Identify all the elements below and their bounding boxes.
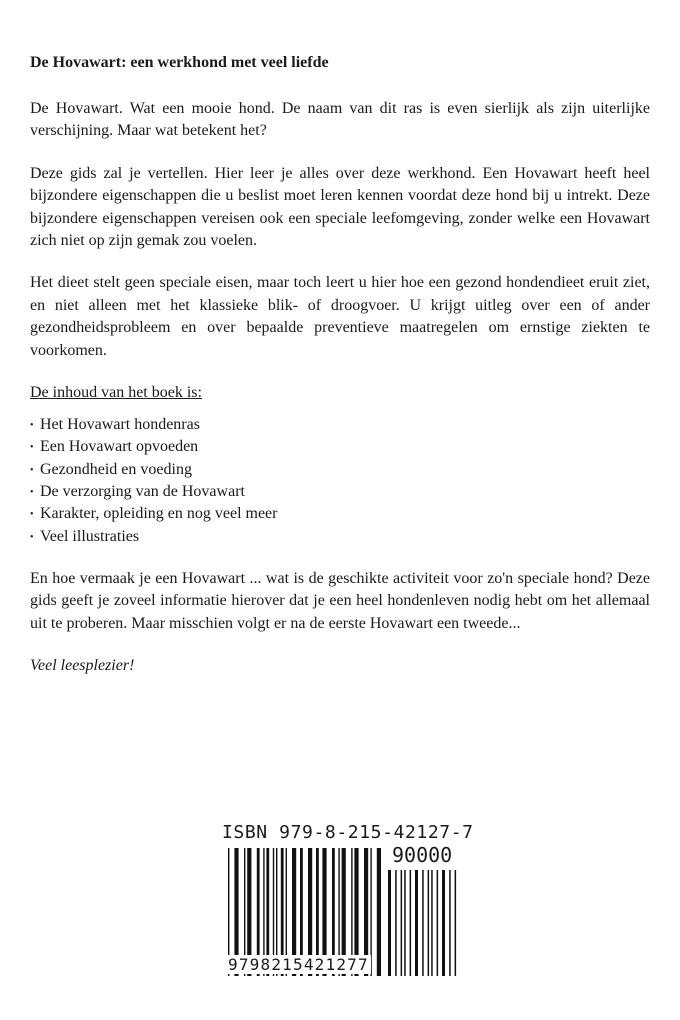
isbn-addon: 90000: [392, 843, 453, 867]
barcode-addon-bar: [388, 870, 391, 976]
back-cover-text: [30, 52, 650, 697]
list-item: • Het Hovawart hondenras: [30, 414, 650, 436]
barcode-addon-bar: [422, 870, 424, 976]
barcode-addon-bar: [442, 870, 445, 976]
barcode-addon-bar: [395, 870, 397, 976]
guide-paragraph: Deze gids zal je vertellen. Hier leer je alles over deze werkhond. Een Hovawart heeft heel bijzondere eigenschappen die u beslist moet leren kennen voordat deze hond bij u intrekt. Deze bijzondere eigenschappen vereisen ook een speciale leefomgeving, zonder welke een Hovawart zich niet op zijn gemak zou voelen.: [30, 164, 650, 250]
list-item: • De verzorging van de Hovawart: [30, 481, 650, 503]
barcode-addon-bar: [410, 870, 412, 976]
contents-heading: De inhoud van het boek is:: [30, 384, 202, 402]
barcode-addon-bar: [455, 870, 457, 976]
barcode-addon-bar: [404, 870, 406, 976]
barcode-digits: 9798215421277: [228, 955, 369, 974]
barcode-addon-bar: [449, 870, 451, 976]
list-item: • Gezondheid en voeding: [30, 459, 650, 481]
page-title: De Hovawart: een werkhond met veel liefde: [30, 54, 329, 71]
barcode-bar: [377, 848, 381, 976]
list-item: • Een Hovawart opvoeden: [30, 436, 650, 458]
closing-sign-off: Veel leesplezier!: [30, 657, 135, 675]
list-item: • Veel illustraties: [30, 526, 650, 548]
barcode-addon-bar: [431, 870, 433, 976]
barcode-addon-bar: [415, 870, 418, 976]
barcode-addon-bar: [428, 870, 430, 976]
barcode-addon-bar: [401, 870, 403, 976]
intro-paragraph: De Hovawart. Wat een mooie hond. De naam van dit ras is even sierlijk als zijn uiterlijke verschijning. Maar wat betekent het?: [30, 100, 650, 140]
contents-list: [30, 414, 650, 548]
closing-paragraph: En hoe vermaak je een Hovawart ... wat is de geschikte activiteit voor zo'n speciale hond? Deze gids geeft je zoveel informatie hierover dat je een heel hondenleven nodig hebt om het allemaal uit te proberen. Maar misschien volgt er na de eerste Hovawart een tweede...: [30, 569, 650, 632]
barcode-addon-bar: [437, 870, 439, 976]
list-item: • Karakter, opleiding en nog veel meer: [30, 503, 650, 525]
isbn-label: ISBN 979-8-215-42127-7: [222, 822, 474, 843]
diet-paragraph: Het dieet stelt geen speciale eisen, maar toch leert u hier hoe een gezond hondendieet eruit ziet, en niet alleen met het klassieke blik- of droogvoer. U krijgt uitleg over een of ander gezondheidsprobleem en over bepaalde preventieve maatregelen om ernstige ziekten te voorkomen.: [30, 274, 650, 359]
